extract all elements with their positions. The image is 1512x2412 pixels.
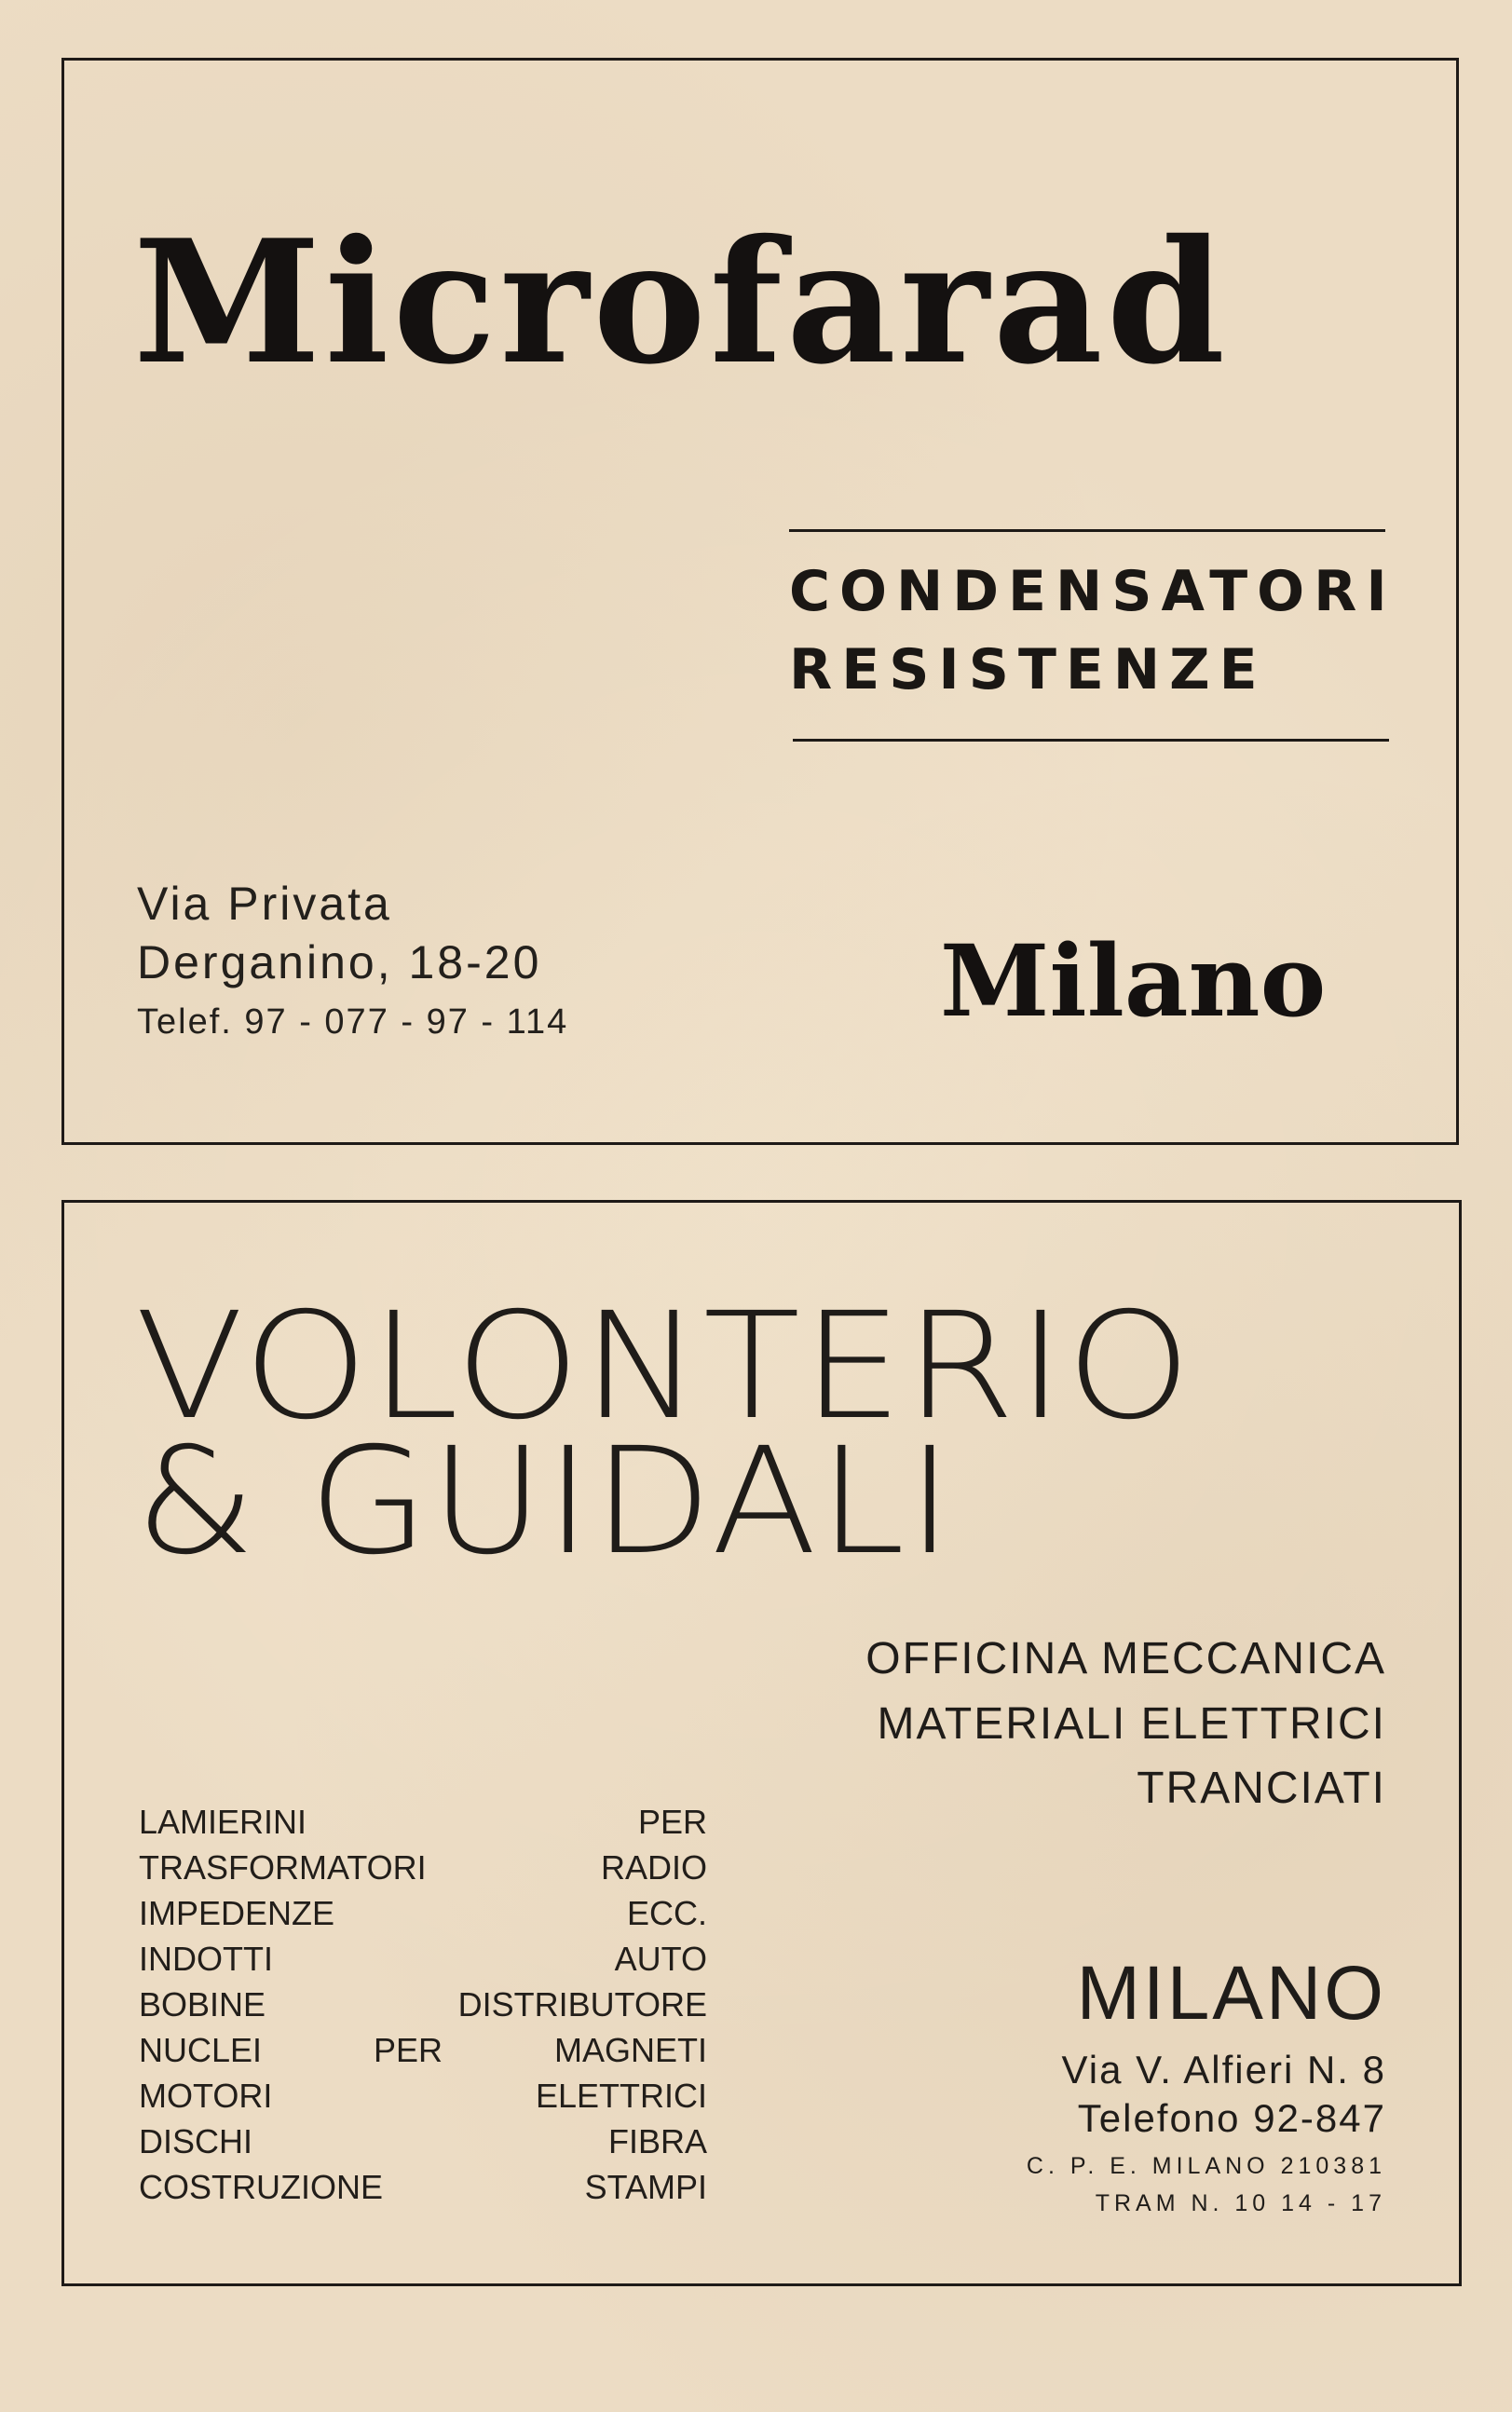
volonterio-brand-line2: & GUIDALI: [135, 1416, 955, 1588]
list-item: DISCHI FIBRA: [139, 2122, 707, 2160]
list-item: LAMIERINI PER: [139, 1803, 707, 1841]
list-item: BOBINE DISTRIBUTORE: [139, 1985, 707, 2024]
microfarad-advertisement: [61, 58, 1459, 1145]
list-item: COSTRUZIONE STAMPI: [139, 2168, 707, 2206]
volonterio-tram-lines: TRAM N. 10 14 - 17: [1095, 2190, 1386, 2216]
volonterio-advertisement: [61, 1200, 1462, 2286]
list-item: INDOTTI AUTO: [139, 1940, 707, 1978]
volonterio-cpe-number: C. P. E. MILANO 210381: [1026, 2153, 1386, 2179]
volonterio-telephone: Telefono 92-847: [1077, 2096, 1386, 2140]
list-item: IMPEDENZE ECC.: [139, 1894, 707, 1932]
volonterio-address: Via V. Alfieri N. 8: [1061, 2048, 1386, 2092]
address-line-street: Via Privata: [137, 878, 392, 930]
list-item: TRASFORMATORI RADIO: [139, 1848, 707, 1887]
microfarad-city: Milano: [940, 922, 1327, 1039]
top-divider-rule: [789, 529, 1385, 532]
service-officina-meccanica: OFFICINA MECCANICA: [865, 1634, 1386, 1683]
list-item: NUCLEI PER MAGNETI: [139, 2031, 707, 2069]
list-item: MOTORI ELETTRICI: [139, 2077, 707, 2115]
volonterio-brand-line1: VOLONTERIO: [135, 1281, 1193, 1452]
product-condensatori: CONDENSATORI: [789, 559, 1396, 624]
product-list: [139, 1799, 707, 2210]
volonterio-city: MILANO: [1076, 1951, 1386, 2036]
service-materiali-elettrici: MATERIALI ELETTRICI: [877, 1699, 1386, 1749]
service-tranciati: TRANCIATI: [1137, 1764, 1386, 1813]
address-line-number: Derganino, 18-20: [137, 936, 542, 988]
product-resistenze: RESISTENZE: [789, 637, 1267, 702]
bottom-divider-rule: [793, 739, 1389, 742]
telephone-line: Telef. 97 - 077 - 97 - 114: [137, 1002, 569, 1042]
microfarad-brand-name: Microfarad: [133, 202, 1229, 402]
